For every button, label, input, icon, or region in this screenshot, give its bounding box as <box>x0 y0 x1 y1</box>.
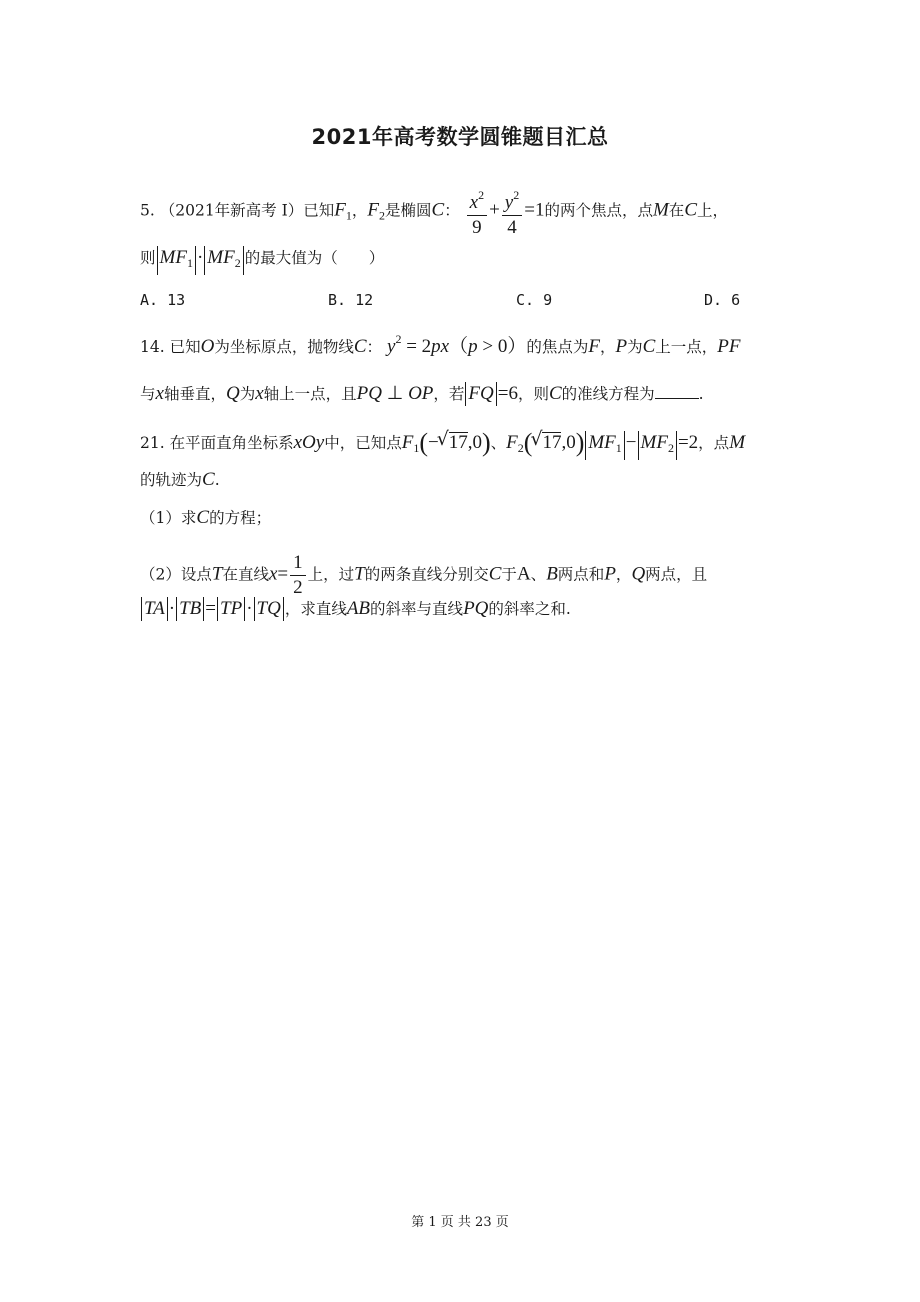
sqrt-17: √ 17 <box>532 432 561 453</box>
q21-part-1: （1）求C的方程； <box>140 507 272 528</box>
q21-text: . <box>214 471 220 489</box>
q5-option-a: A. 13 <box>140 291 186 309</box>
q21-text: 的两条直线分别交 <box>364 565 489 584</box>
q14-number: 14. <box>140 338 165 356</box>
q5-source: （2021年新高考 I） <box>159 201 304 220</box>
q21-text: 、 <box>490 434 507 452</box>
q14-line-2: 与x轴垂直，Q为x轴上一点，且PQ ⊥ OP，若 FQ =6，则C的准线方程为 . <box>140 383 704 404</box>
q21-number: 21. <box>140 434 165 452</box>
q5-option-c: C. 9 <box>516 291 553 309</box>
q21-line-1: 21. 在平面直角坐标系xOy中，已知点$F_1(-√$ 17,0)、$F_2(√$ 17,0) $MF_1 - MF_2 =2$，点M <box>140 430 745 460</box>
q21-text: 的轨迹为 <box>140 471 203 489</box>
q5-text: ： <box>444 201 460 220</box>
q14-text: ： <box>366 338 383 356</box>
q5-text: 已知 <box>303 201 335 220</box>
q5-text: 在 <box>668 201 685 220</box>
page-title: 2021年高考数学圆锥题目汇总 <box>311 125 609 149</box>
q14-text: ，若 <box>433 385 465 403</box>
q14-line-1: 14. 已知O为坐标原点，抛物线C： $y^2 = 2px(p > 0)$的焦点为F，P为C上一点，PF <box>140 332 741 357</box>
q14-text: ，则 <box>517 385 549 403</box>
q5-line-1: 5. （2021年新高考 I）已知$F_1$，$F_2$是椭圆C： $\frac{x^2}{9}$ + $\frac{y^2}{4}$ =1的两个焦点，点M在C上， <box>140 184 728 239</box>
q14-text: 轴上一点，且 <box>263 385 357 403</box>
fraction-x2-over-9: $\frac{x^2}{9}$ <box>467 184 487 239</box>
q5-text: 则 <box>140 249 156 267</box>
q21-text: A <box>516 563 531 585</box>
q21-text: （1）求 <box>140 509 197 527</box>
q14-text: 的焦点为 <box>526 338 589 356</box>
q14-text: 上一点， <box>655 338 718 356</box>
answer-blank <box>655 384 699 399</box>
q21-text: 、 <box>530 565 547 584</box>
q21-text: 于 <box>501 565 517 584</box>
q14-text: 为 <box>239 385 256 403</box>
q14-text: 为坐标原点，抛物线 <box>214 338 354 356</box>
q14-text: 与 <box>140 385 156 403</box>
q21-text: （2）设点 <box>140 565 212 584</box>
q21-text: 两点，且 <box>645 565 708 584</box>
q21-text: 中，已知点 <box>324 434 402 452</box>
q5-option-b: B. 12 <box>328 291 374 309</box>
q14-text: 轴垂直， <box>163 385 226 403</box>
q21-text: ， <box>615 565 632 584</box>
fraction-y2-over-4: $\frac{y^2}{4}$ <box>502 184 522 239</box>
q21-text: 在平面直角坐标系 <box>169 434 294 452</box>
q21-line-2: 的轨迹为C. <box>140 469 220 490</box>
q14-text: ， <box>599 338 616 356</box>
q14-text: . <box>698 385 704 403</box>
q21-text: 的斜率之和. <box>488 600 571 618</box>
q5-text: ， <box>351 201 368 220</box>
q21-text: 上，过 <box>307 565 355 584</box>
q14-text: 的准线方程为 <box>561 385 655 403</box>
page-footer: 第 1 页 共 23 页 <box>411 1215 509 1230</box>
q5-text: 的两个焦点，点 <box>544 201 653 220</box>
q14-text: 已知 <box>169 338 201 356</box>
q21-text: 在直线 <box>222 565 269 584</box>
q5-number: 5. <box>140 201 155 220</box>
q5-text: 上， <box>697 201 729 220</box>
q21-text: ，点 <box>698 434 730 452</box>
q21-text: 的方程； <box>209 509 272 527</box>
q14-text: 为 <box>627 338 643 356</box>
q5-line-2: 则 $MF_1 \cdot MF_2$ 的最大值为（ ） <box>140 246 384 275</box>
q5-text: 的最大值为（ ） <box>244 249 385 267</box>
q5-option-d: D. 6 <box>704 291 741 309</box>
sqrt-17: √ 17 <box>439 432 468 453</box>
q5-text: 是椭圆 <box>384 201 432 220</box>
q21-text: 两点和 <box>557 565 605 584</box>
q21-text: 的斜率与直线 <box>370 600 464 618</box>
q21-text: ，求直线 <box>284 600 347 618</box>
q21-part-2: （2）设点T在直线x= $\frac{1}{2}$ 上，过T的两条直线分别交C于A、B两点和P，Q两点，且 <box>140 552 708 598</box>
fraction-1-over-2: $\frac{1}{2}$ <box>290 552 306 599</box>
q21-part-2-cont: TA · TB = TP · TQ ，求直线AB的斜率与直线PQ的斜率之和. <box>140 597 571 621</box>
